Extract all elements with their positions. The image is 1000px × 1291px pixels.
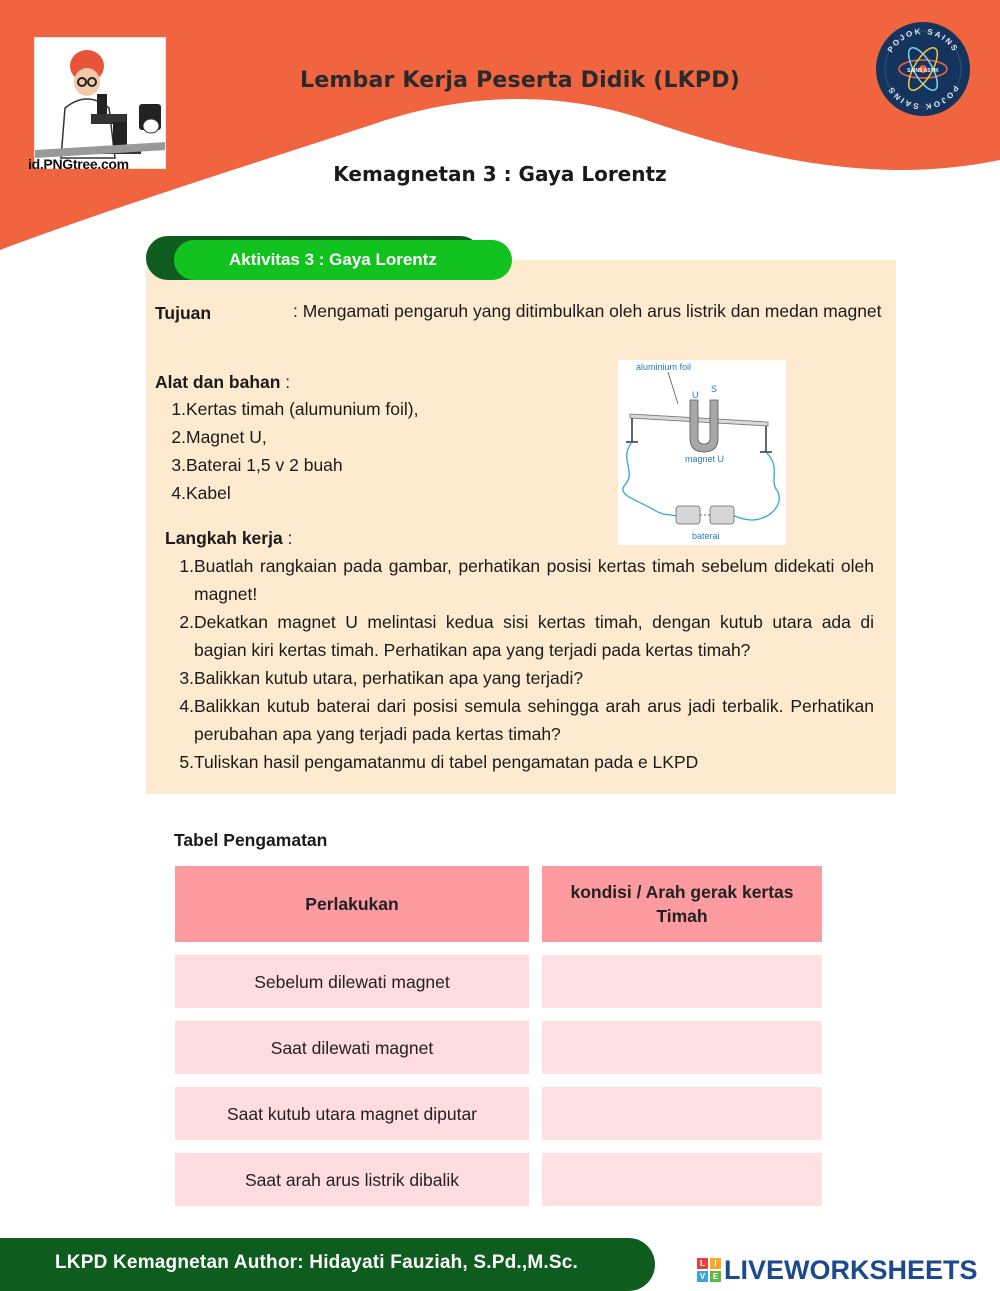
- step-number: 3.: [179, 668, 194, 688]
- alat-list: [168, 395, 418, 507]
- step-text: Buatlah rangkaian pada gambar, perhatikan posisi kertas timah sebelum didekati oleh magnet!: [194, 556, 874, 604]
- table-cell-perlakuan: Saat dilewati magnet: [175, 1021, 529, 1074]
- step-number: 1.: [179, 556, 194, 576]
- table-header-kondisi: kondisi / Arah gerak kertas Timah: [542, 866, 822, 942]
- step-item: [176, 692, 876, 748]
- logo-top-text: POJOK SAINS: [885, 26, 961, 55]
- table-cell-kondisi-input[interactable]: [542, 1087, 822, 1140]
- list-item: [168, 451, 418, 479]
- scientist-illustration: [34, 37, 166, 169]
- alat-label-line: [155, 368, 290, 396]
- table-cell-kondisi-input[interactable]: [542, 955, 822, 1008]
- diagram-foil-label: aluminium foil: [636, 362, 692, 372]
- liveworksheets-brand[interactable]: [697, 1255, 978, 1285]
- diagram-magnet-label: magnet U: [685, 454, 725, 464]
- alat-colon: :: [280, 372, 291, 392]
- langkah-label: Langkah kerja: [165, 528, 283, 548]
- tujuan-value: : Mengamati pengaruh yang ditimbulkan oleh arus listrik dan medan magnet: [293, 301, 882, 321]
- list-text: Kabel: [186, 483, 231, 503]
- list-item: [168, 479, 418, 507]
- logo-caption: id.PNGtree.com: [28, 156, 129, 172]
- table-cell-kondisi-input[interactable]: [542, 1153, 822, 1206]
- diagram-battery-label: baterai: [692, 531, 720, 541]
- footer-author-text: LKPD Kemagnetan Author: Hidayati Fauziah, S.Pd.,M.Sc.: [55, 1252, 578, 1273]
- list-text: Baterai 1,5 v 2 buah: [186, 455, 343, 475]
- step-number: 5.: [179, 752, 194, 772]
- logo-bottom-text: POJOK SAINS: [885, 83, 961, 112]
- list-item: [168, 423, 418, 451]
- step-item: [176, 608, 876, 664]
- table-header-perlakuan: Perlakukan: [175, 866, 529, 942]
- circuit-diagram: [618, 360, 786, 545]
- list-number: 3.: [171, 455, 186, 475]
- step-item: [176, 748, 876, 776]
- langkah-colon: :: [282, 528, 293, 548]
- table-cell-perlakuan: Saat kutub utara magnet diputar: [175, 1087, 529, 1140]
- list-number: 1.: [171, 399, 186, 419]
- langkah-label-line: [165, 524, 292, 552]
- step-text: Tuliskan hasil pengamatanmu di tabel pengamatan pada e LKPD: [194, 752, 699, 772]
- step-number: 2.: [179, 612, 194, 632]
- table-cell-perlakuan: Sebelum dilewati magnet: [175, 955, 529, 1008]
- step-text: Dekatkan magnet U melintasi kedua sisi kertas timah, dengan kutub utara ada di bagian kiri kertas timah. Perhatikan apa yang terjadi pada kertas timah?: [194, 612, 874, 660]
- logo-center-text: SAINS ASYIK: [907, 68, 939, 74]
- list-number: 2.: [171, 427, 186, 447]
- steps-list: [176, 552, 876, 776]
- alat-label: Alat dan bahan: [155, 372, 281, 392]
- list-item: [168, 395, 418, 423]
- table-title: Tabel Pengamatan: [174, 830, 328, 850]
- list-text: Kertas timah (alumunium foil),: [186, 399, 419, 419]
- table-cell-perlakuan: Saat arah arus listrik dibalik: [175, 1153, 529, 1206]
- step-text: Balikkan kutub utara, perhatikan apa yang terjadi?: [194, 668, 584, 688]
- pojok-sains-logo: [874, 20, 972, 118]
- activity-badge: Aktivitas 3 : Gaya Lorentz: [174, 240, 512, 280]
- page-header-title: Lembar Kerja Peserta Didik (LKPD): [300, 68, 740, 93]
- diagram-u-label: U: [692, 390, 699, 400]
- step-text: Balikkan kutub baterai dari posisi semula sehingga arah arus jadi terbalik. Perhatikan perubahan apa yang terjadi pada kertas timah?: [194, 696, 874, 744]
- step-item: [176, 552, 876, 608]
- liveworksheets-icon: L I V E: [697, 1258, 721, 1282]
- liveworksheets-text: LIVEWORKSHEETS: [724, 1254, 978, 1285]
- table-cell-kondisi-input[interactable]: [542, 1021, 822, 1074]
- step-number: 4.: [179, 696, 194, 716]
- list-text: Magnet U,: [186, 427, 267, 447]
- diagram-s-label: S: [711, 384, 718, 394]
- tujuan-label: Tujuan: [155, 303, 212, 323]
- list-number: 4.: [171, 483, 186, 503]
- step-item: [176, 664, 876, 692]
- page-subtitle: Kemagnetan 3 : Gaya Lorentz: [333, 162, 667, 186]
